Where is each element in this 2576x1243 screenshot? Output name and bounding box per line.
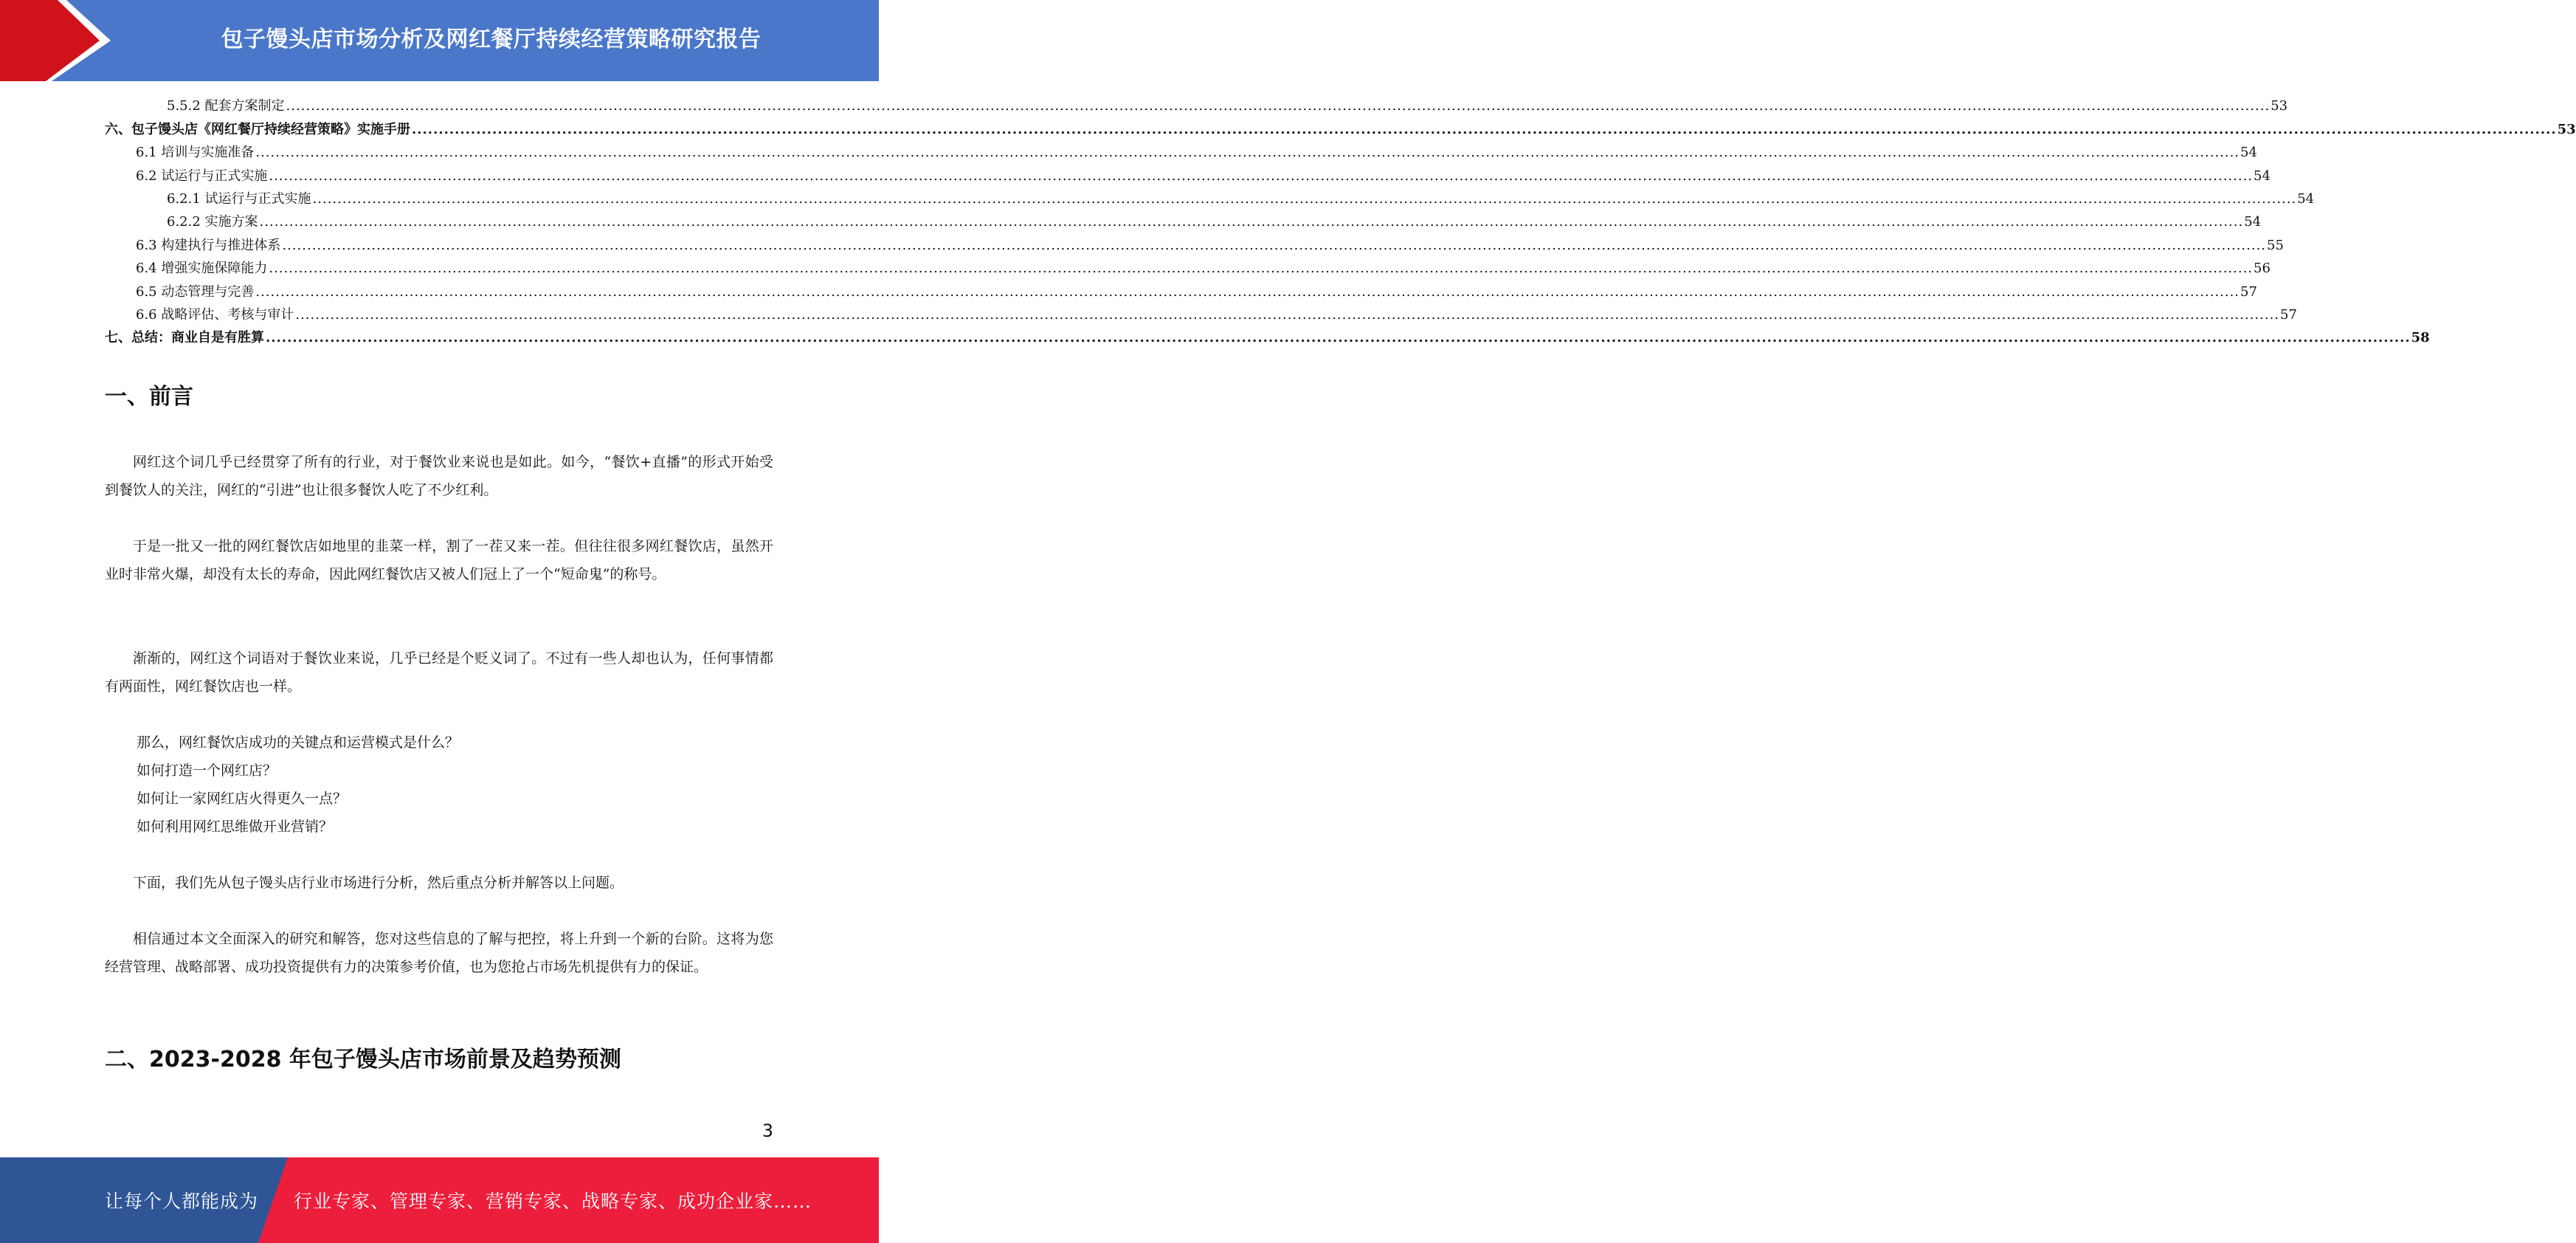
toc-entry[interactable] bbox=[105, 94, 2288, 117]
toc-entry-label: 6.3 构建执行与推进体系 bbox=[136, 237, 281, 253]
paragraph: 渐渐的，网红这个词语对于餐饮业来说，几乎已经是个贬义词了。不过有一些人却也认为，任何事情都有两面性，网红餐饮店也一样。 bbox=[105, 650, 773, 695]
toc-entry[interactable] bbox=[105, 326, 2430, 349]
toc-leader-dots: ................................................................................................................................................................................................................................................................................................................................................................................................................ bbox=[259, 214, 2244, 230]
page-header bbox=[0, 0, 879, 81]
toc-entry-label: 六、包子馒头店《网红餐厅持续经营策略》实施手册 bbox=[105, 121, 410, 137]
toc-leader-dots: ................................................................................................................................................................................................................................................................................................................................................................................................................ bbox=[295, 306, 2280, 323]
paragraph: 网红这个词几乎已经贯穿了所有的行业，对于餐饮业来说也是如此。如今，“餐饮+直播”的形式开始受到餐饮人的关注，网红的“引进”也让很多餐饮人吃了不少红利。 bbox=[105, 454, 773, 498]
toc-entry-label: 6.1 培训与实施准备 bbox=[136, 145, 255, 161]
toc-entry-label: 6.2.2 实施方案 bbox=[167, 214, 258, 230]
toc-entry-label: 6.4 增强实施保障能力 bbox=[136, 261, 268, 277]
toc-entry-page: 58 bbox=[2411, 330, 2430, 346]
toc-leader-dots: ................................................................................................................................................................................................................................................................................................................................................................................................................ bbox=[269, 261, 2254, 277]
section-heading-preface: 一、前言 bbox=[105, 384, 193, 410]
toc-leader-dots: ................................................................................................................................................................................................................................................................................................................................................................................................................ bbox=[282, 237, 2267, 253]
header-red-arrow-decoration bbox=[0, 0, 111, 81]
toc-leader-dots: ................................................................................................................................................................................................................................................................................................................................................................................................................ bbox=[266, 330, 2411, 346]
page-footer bbox=[0, 1157, 879, 1243]
paragraph: 于是一批又一批的网红餐饮店如地里的韭菜一样，割了一茬又来一茬。但往往很多网红餐饮店，虽然开业时非常火爆，却没有太长的寿命，因此网红餐饮店又被人们冠上了一个“短命鬼”的称号。 bbox=[105, 538, 773, 582]
toc-leader-dots: ................................................................................................................................................................................................................................................................................................................................................................................................................ bbox=[255, 145, 2240, 161]
toc-entry-label: 6.6 战略评估、考核与审计 bbox=[136, 306, 294, 323]
paragraph: 相信通过本文全面深入的研究和解答，您对这些信息的了解与把控，将上升到一个新的台阶。这将为您经营管理、战略部署、成功投资提供有力的决策参考价值，也为您抢占市场先机提供有力的保证。 bbox=[105, 931, 773, 975]
question-line: 那么，网红餐饮店成功的关键点和运营模式是什么？ bbox=[137, 734, 460, 751]
question-line: 如何利用网红思维做开业营销？ bbox=[137, 819, 334, 835]
toc-entry-label: 6.2 试运行与正式实施 bbox=[136, 168, 268, 184]
toc-entry-page: 57 bbox=[2240, 283, 2257, 300]
toc-entry[interactable] bbox=[105, 141, 2257, 164]
question-line: 如何让一家网红店火得更久一点？ bbox=[137, 791, 348, 807]
toc-entry-page: 55 bbox=[2267, 237, 2284, 253]
toc-entry-label: 七、总结：商业自是有胜算 bbox=[105, 330, 264, 346]
toc-leader-dots: ................................................................................................................................................................................................................................................................................................................................................................................................................ bbox=[269, 168, 2254, 184]
toc-entry[interactable] bbox=[105, 303, 2297, 326]
section-heading-market-forecast: 二、2023-2028 年包子馒头店市场前景及趋势预测 bbox=[105, 1047, 621, 1072]
toc-entry[interactable] bbox=[105, 117, 2576, 140]
toc-entry-page: 54 bbox=[2297, 190, 2315, 207]
toc-entry[interactable] bbox=[105, 164, 2271, 187]
toc-entry-page: 54 bbox=[2254, 168, 2271, 184]
toc-entry[interactable] bbox=[105, 257, 2271, 280]
toc-entry-page: 56 bbox=[2254, 261, 2271, 277]
footer-slogan-right: 行业专家、管理专家、营销专家、战略专家、成功企业家…… bbox=[294, 1191, 812, 1212]
question-line: 如何打造一个网红店？ bbox=[137, 762, 277, 779]
toc-leader-dots: ................................................................................................................................................................................................................................................................................................................................................................................................................ bbox=[286, 98, 2271, 114]
toc-entry[interactable] bbox=[105, 210, 2262, 233]
toc-entry-label: 6.2.1 试运行与正式实施 bbox=[167, 190, 311, 207]
toc-entry-page: 57 bbox=[2280, 306, 2297, 323]
table-of-contents bbox=[105, 94, 2576, 349]
toc-entry-label: 5.5.2 配套方案制定 bbox=[167, 98, 285, 114]
toc-entry-page: 53 bbox=[2271, 98, 2288, 114]
page-number: 3 bbox=[762, 1120, 773, 1141]
footer-slogan-left: 让每个人都能成为 bbox=[105, 1191, 259, 1212]
toc-entry-label: 6.5 动态管理与完善 bbox=[136, 283, 255, 300]
toc-entry[interactable] bbox=[105, 187, 2315, 210]
toc-entry-page: 54 bbox=[2244, 214, 2262, 230]
toc-leader-dots: ................................................................................................................................................................................................................................................................................................................................................................................................................ bbox=[412, 121, 2557, 137]
header-title: 包子馒头店市场分析及网红餐厅持续经营策略研究报告 bbox=[221, 27, 762, 52]
toc-entry-page: 54 bbox=[2240, 145, 2257, 161]
toc-entry[interactable] bbox=[105, 233, 2284, 256]
toc-entry-page: 53 bbox=[2557, 121, 2576, 137]
paragraph: 下面，我们先从包子馒头店行业市场进行分析，然后重点分析并解答以上问题。 bbox=[133, 875, 624, 891]
toc-leader-dots: ................................................................................................................................................................................................................................................................................................................................................................................................................ bbox=[255, 283, 2240, 300]
toc-entry[interactable] bbox=[105, 280, 2257, 303]
toc-leader-dots: ................................................................................................................................................................................................................................................................................................................................................................................................................ bbox=[312, 190, 2297, 207]
